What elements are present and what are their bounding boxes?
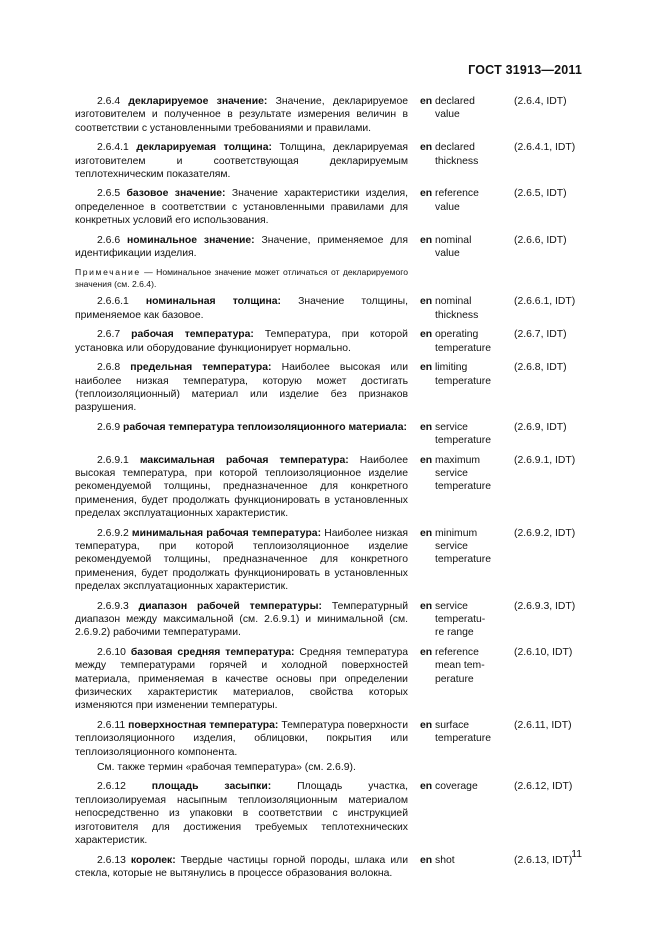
- term-title: предельная температура:: [130, 362, 272, 374]
- term-title: минимальная рабочая температура:: [131, 527, 322, 539]
- term-definition: Наиболее высокая или наиболее низкая температура, которую может достигать (теплоизоляционный) материал или изделие без признаков разрушения.: [75, 362, 408, 414]
- lang-code: en: [420, 719, 433, 731]
- term-title: площадь засыпки:: [151, 781, 272, 793]
- term-title: максимальная рабочая температура:: [139, 454, 349, 466]
- source-reference: (2.6.6, IDT): [514, 234, 567, 246]
- term-definition: Температура поверхности теплоизоляционного изделия, облицовки, покрытия или теплоизоляционного компонента.: [75, 719, 408, 758]
- term-entry: [75, 719, 591, 759]
- english-term: reference value: [435, 188, 479, 213]
- term-number: 2.6.7: [97, 329, 121, 341]
- lang-code: en: [420, 188, 433, 200]
- english-term: service temperatu- re range: [435, 600, 486, 639]
- term-number: 2.6.8: [97, 362, 121, 374]
- term-title: номинальное значение:: [127, 234, 255, 246]
- lang-code: en: [420, 234, 433, 246]
- term-entry: [75, 527, 591, 594]
- term-number: 2.6.5: [97, 188, 121, 200]
- lang-code: en: [420, 96, 433, 107]
- term-definition: Твердые частицы горной породы, шлака или стекла, которые не вытянулись в процессе образования волокна.: [75, 854, 408, 879]
- lang-code: en: [420, 454, 433, 466]
- term-number: 2.6.10: [97, 646, 126, 658]
- term-entry: [75, 187, 591, 227]
- english-term: shot: [435, 854, 455, 866]
- term-title: декларируемое значение:: [128, 96, 268, 107]
- term-definition: Наиболее низкая температура, при которой теплоизоляционное изделие рекомендуемой толщины, предназначенное для конкретного применения, будет продолжать функционировать в установленных пределах эксплуатационных характеристик.: [75, 527, 409, 593]
- term-definition: Температурный диапазон между максимальной (см. 2.6.9.1) и минимальной (см. 2.6.9.2) рабочими температурами.: [75, 600, 409, 639]
- term-definition: Площадь участка, теплоизолируемая насыпным теплоизоляционным материалом непосредственно из упаковки в соответствии с инструкцией изготовителя для достижения требуемых теплотехнических характеристик.: [75, 781, 408, 847]
- lang-code: en: [420, 854, 433, 866]
- english-term: operating temperature: [435, 329, 492, 354]
- term-entry: [75, 141, 591, 181]
- english-term: nominal thickness: [435, 296, 479, 321]
- term-number: 2.6.13: [97, 854, 126, 866]
- source-reference: (2.6.9.3, IDT): [514, 600, 576, 612]
- term-entry: [75, 780, 591, 847]
- term-title: рабочая температура:: [131, 329, 254, 341]
- term-number: 2.6.9.1: [97, 454, 129, 466]
- lang-code: en: [420, 362, 433, 374]
- note-text: — Номинальное значение может отличаться от декларируемого значения (см. 2.6.4).: [75, 267, 408, 290]
- term-definition: Значение, декларируемое изготовителем и полученное в результате измерения величин в соответствии с установленными требованиями и правилами.: [75, 96, 409, 134]
- term-entry: [75, 454, 591, 521]
- term-entry: [75, 361, 591, 415]
- term-number: 2.6.12: [97, 781, 126, 793]
- term-number: 2.6.11: [97, 719, 126, 731]
- english-term: declared thickness: [435, 142, 479, 167]
- lang-code: en: [420, 781, 433, 793]
- source-reference: (2.6.13, IDT): [514, 854, 573, 866]
- source-reference: (2.6.7, IDT): [514, 329, 567, 341]
- term-entry: [75, 328, 591, 355]
- term-number: 2.6.6.1: [97, 296, 129, 308]
- term-definition: Значение толщины, применяемое как базовое.: [75, 296, 409, 321]
- term-number: 2.6.9: [97, 421, 121, 433]
- english-term: limiting temperature: [435, 362, 492, 387]
- terms-list: [75, 95, 591, 886]
- lang-code: en: [420, 329, 433, 341]
- see-also-text: См. также термин «рабочая температура» (см. 2.6.9).: [97, 762, 356, 774]
- term-definition: Наиболее высокая температура, при которой теплоизоляционное изделие рекомендуемой толщины, предназначенное для конкретного применения, будет продолжать функционировать в установленных пределах эксплуатационных характеристик.: [75, 454, 409, 520]
- source-reference: (2.6.4, IDT): [514, 96, 567, 107]
- english-term: coverage: [435, 781, 478, 793]
- source-reference: (2.6.5, IDT): [514, 188, 567, 200]
- source-reference: (2.6.10, IDT): [514, 646, 573, 658]
- lang-code: en: [420, 600, 433, 612]
- term-title: базовое значение:: [126, 188, 226, 200]
- term-entry: [75, 421, 591, 448]
- source-reference: (2.6.9.2, IDT): [514, 527, 576, 539]
- english-term: service temperature: [435, 421, 492, 447]
- term-number: 2.6.4.1: [97, 142, 129, 154]
- english-term: surface temperature: [435, 719, 492, 745]
- term-entry: [75, 295, 591, 322]
- lang-code: en: [420, 142, 433, 154]
- english-term: nominal value: [435, 234, 472, 260]
- english-term: maximum service temperature: [435, 454, 492, 493]
- note: [75, 266, 408, 290]
- term-entry: [75, 600, 591, 640]
- source-reference: (2.6.9.1, IDT): [514, 454, 576, 466]
- term-number: 2.6.4: [97, 96, 121, 107]
- term-number: 2.6.6: [97, 234, 121, 246]
- english-term: minimum service temperature: [435, 527, 492, 566]
- term-title: декларируемая толщина:: [136, 142, 272, 154]
- term-title: диапазон рабочей температуры:: [138, 600, 322, 612]
- source-reference: (2.6.6.1, IDT): [514, 296, 576, 308]
- lang-code: en: [420, 527, 433, 539]
- lang-code: en: [420, 421, 433, 433]
- document-id: ГОСТ 31913—2011: [468, 63, 582, 77]
- term-number: 2.6.9.3: [97, 600, 129, 612]
- source-reference: (2.6.9, IDT): [514, 421, 567, 433]
- term-definition: Значение характеристики изделия, определенное в соответствии с установленными правилами для конкретных условий его использования.: [75, 188, 409, 227]
- source-reference: (2.6.4.1, IDT): [514, 142, 576, 154]
- source-reference: (2.6.8, IDT): [514, 362, 567, 374]
- term-number: 2.6.9.2: [97, 527, 129, 539]
- lang-code: en: [420, 296, 433, 308]
- source-reference: (2.6.12, IDT): [514, 781, 573, 793]
- term-definition: Значение, применяемое для идентификации изделия.: [75, 234, 409, 260]
- term-entry: [75, 95, 591, 135]
- english-term: declared value: [435, 96, 475, 121]
- term-entry: [75, 854, 591, 881]
- term-definition: Температура, при которой установка или оборудование функционирует нормально.: [75, 329, 408, 354]
- term-entry: [75, 234, 591, 261]
- lang-code: en: [420, 646, 433, 658]
- source-reference: (2.6.11, IDT): [514, 719, 572, 731]
- note-label: Примечание: [75, 267, 141, 278]
- term-title: номинальная толщина:: [145, 296, 282, 308]
- page-number: 11: [571, 849, 582, 860]
- term-definition: Толщина, декларируемая изготовителем и соответствующая декларируемым теплотехническим показателям.: [75, 142, 409, 181]
- term-entry: [75, 646, 591, 713]
- english-term: reference mean tem- perature: [435, 646, 485, 685]
- term-definition: Средняя температура между температурами горячей и холодной поверхностей материала, применяемая в качестве основы при определении физических характеристик материалов, свойства которых изменяются при изменении температуры.: [75, 646, 409, 712]
- term-title: поверхностная температура:: [128, 719, 279, 731]
- term-title: рабочая температура теплоизоляционного материала:: [123, 421, 408, 433]
- term-title: королек:: [130, 854, 176, 866]
- term-title: базовая средняя температура:: [130, 646, 295, 658]
